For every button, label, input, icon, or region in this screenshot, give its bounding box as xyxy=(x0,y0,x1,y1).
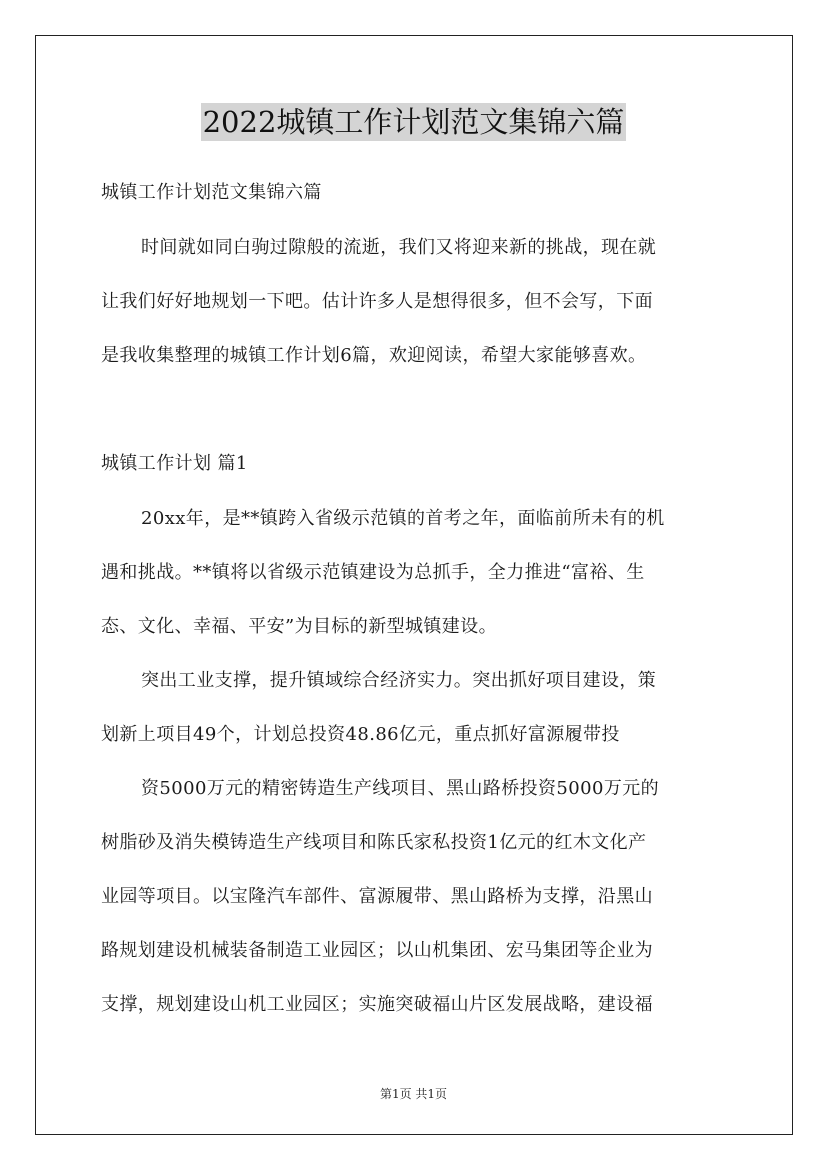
paragraph-line: 态、文化、幸福、平安”为目标的新型城镇建设。 xyxy=(101,616,497,637)
paragraph-line: 遇和挑战。**镇将以省级示范镇建设为总抓手，全力推进“富裕、生 xyxy=(101,562,645,583)
paragraph-line: 路规划建设机械装备制造工业园区；以山机集团、宏马集团等企业为 xyxy=(101,940,653,961)
intro-line: 是我收集整理的城镇工作计划6篇，欢迎阅读，希望大家能够喜欢。 xyxy=(101,345,647,366)
paragraph-line: 划新上项目49个，计划总投资48.86亿元，重点抓好富源履带投 xyxy=(101,724,620,745)
paragraph-line: 突出工业支撑，提升镇域综合经济实力。突出抓好项目建设，策 xyxy=(141,670,657,691)
intro-line: 时间就如同白驹过隙般的流逝，我们又将迎来新的挑战，现在就 xyxy=(141,237,657,258)
document-title: 2022城镇工作计划范文集锦六篇 xyxy=(202,105,625,139)
title-container xyxy=(0,103,827,141)
document-subtitle: 城镇工作计划范文集锦六篇 xyxy=(101,182,322,203)
paragraph-line: 支撑，规划建设山机工业园区；实施突破福山片区发展战略，建设福 xyxy=(101,994,653,1015)
intro-line: 让我们好好地规划一下吧。估计许多人是想得很多，但不会写，下面 xyxy=(101,291,653,312)
section-heading: 城镇工作计划 篇1 xyxy=(101,453,248,474)
page-footer: 第1页 共1页 xyxy=(379,1087,448,1101)
paragraph-line: 20xx年，是**镇跨入省级示范镇的首考之年，面临前所未有的机 xyxy=(141,508,665,529)
paragraph-line: 树脂砂及消失模铸造生产线项目和陈氏家私投资1亿元的红木文化产 xyxy=(101,832,647,853)
paragraph-line: 资5000万元的精密铸造生产线项目、黑山路桥投资5000万元的 xyxy=(141,778,660,799)
paragraph-line: 业园等项目。以宝隆汽车部件、富源履带、黑山路桥为支撑，沿黑山 xyxy=(101,886,653,907)
